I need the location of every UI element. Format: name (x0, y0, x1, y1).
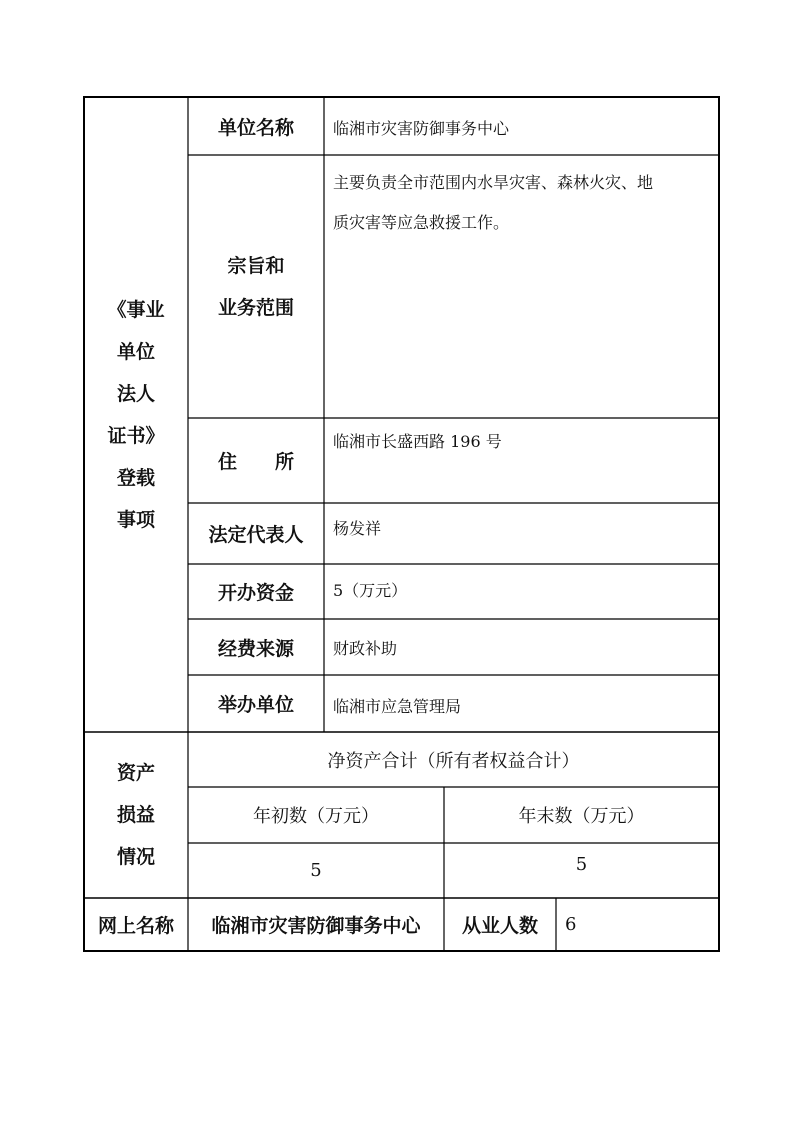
section-label-line: 《事业 (107, 299, 165, 321)
section-label-line: 单位 (116, 341, 155, 363)
section-label-line: 事项 (116, 509, 155, 531)
funding-value: 财政补助 (333, 639, 398, 658)
sponsor-value: 临湘市应急管理局 (333, 697, 462, 716)
capital-value: 5（万元） (333, 581, 408, 600)
legal-rep-label: 法定代表人 (208, 524, 304, 546)
staff-count-value: 6 (565, 914, 577, 935)
assets-section-label (84, 732, 188, 898)
purpose-label-line: 业务范围 (217, 296, 294, 319)
unit-name-label: 单位名称 (217, 116, 294, 139)
assets-label-line: 损益 (116, 804, 155, 826)
assets-label-line: 情况 (116, 846, 155, 868)
capital-label: 开办资金 (217, 582, 294, 604)
purpose-label (188, 155, 324, 418)
online-name-label: 网上名称 (97, 915, 174, 937)
staff-count-label: 从业人数 (461, 915, 538, 937)
legal-rep-value: 杨发祥 (333, 519, 382, 538)
funding-label: 经费来源 (217, 637, 294, 660)
registration-section-label (84, 290, 188, 540)
section-label-line: 登载 (116, 467, 155, 489)
section-label-line: 证书》 (107, 425, 165, 447)
purpose-line: 质灾害等应急救援工作。 (333, 213, 510, 232)
purpose-value (324, 163, 719, 243)
end-year-header: 年末数（万元） (518, 806, 645, 827)
sponsor-label: 举办单位 (217, 694, 294, 716)
assets-label-line: 资产 (116, 762, 155, 784)
end-year-value: 5 (575, 854, 588, 875)
purpose-line: 主要负责全市范围内水旱灾害、森林火灾、地 (333, 173, 654, 192)
begin-year-value: 5 (310, 860, 322, 881)
purpose-label-line: 宗旨和 (227, 254, 285, 277)
unit-name-value: 临湘市灾害防御事务中心 (333, 119, 510, 138)
address-value: 临湘市长盛西路 196 号 (333, 432, 502, 451)
online-name-value: 临湘市灾害防御事务中心 (211, 915, 421, 937)
net-assets-header: 净资产合计（所有者权益合计） (327, 750, 580, 772)
section-label-line: 法人 (116, 383, 155, 405)
address-label: 住 所 (217, 451, 294, 473)
begin-year-header: 年初数（万元） (253, 806, 379, 827)
